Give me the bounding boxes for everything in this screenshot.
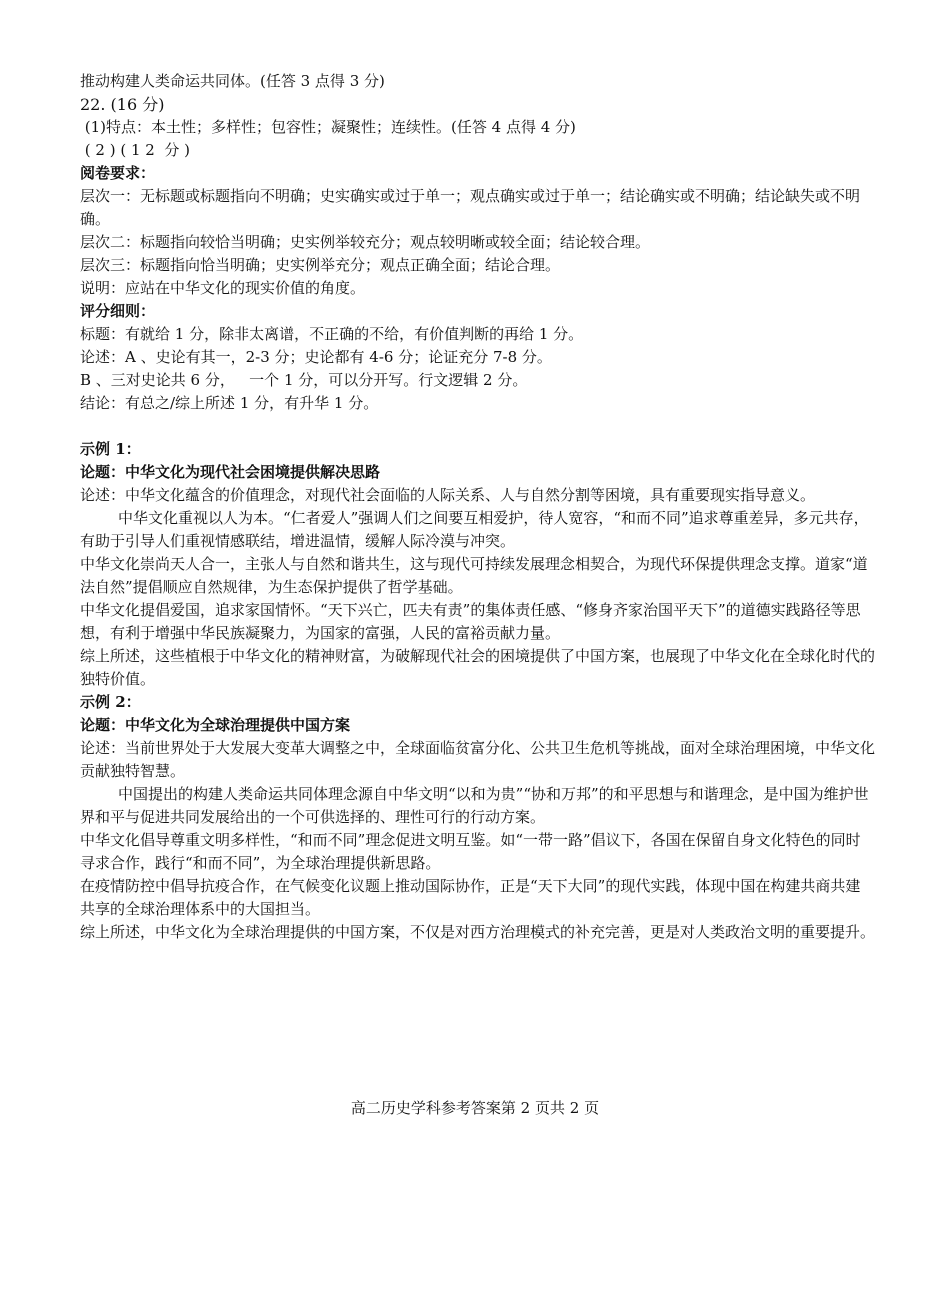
level-one: 层次一：无标题或标题指向不明确；史实确实或过于单一；观点确实或过于单一；结论确实或不明确；结论缺失或不明确。 [80, 187, 861, 228]
level-three: 层次三：标题指向恰当明确；史实例举充分；观点正确全面；结论合理。 [80, 256, 561, 274]
text-line: 推动构建人类命运共同体。(任答 3 点得 3 分) [80, 72, 385, 90]
example-paragraph: 中华文化提倡爱国，追求家国情怀。“天下兴亡，匹夫有责”的集体责任感、“修身齐家治国平天下”的道德实践路径等思想，有利于增强中华民族凝聚力，为国家的富强，人民的富裕贡献力量。 [80, 601, 861, 642]
rubric-conclusion: 结论：有总之/综上所述 1 分，有升华 1 分。 [80, 394, 379, 412]
example-paragraph: 论述：中华文化蕴含的价值理念，对现代社会面临的人际关系、人与自然分割等困境，具有重要现实指导意义。 [80, 486, 816, 504]
rubric-argument-b: B 、三对史论共 6 分， 一个 1 分，可以分开写。行文逻辑 2 分。 [80, 371, 528, 389]
section-heading: 阅卷要求： [80, 164, 156, 182]
level-two: 层次二：标题指向较恰当明确；史实例举较充分；观点较明晰或较全面；结论较合理。 [80, 233, 651, 251]
rubric-argument: 论述：A 、史论有其一，2-3 分；史论都有 4-6 分；论证充分 7-8 分。 [80, 348, 552, 366]
example-paragraph: 中国提出的构建人类命运共同体理念源自中华文明“以和为贵”“协和万邦”的和平思想与和谐理念，是中国为维护世界和平与促进共同发展给出的一个可供选择的、理性可行的行动方案。 [80, 785, 869, 826]
example-heading: 示例 1： [80, 440, 141, 458]
page-content [80, 70, 875, 944]
example-paragraph: 在疫情防控中倡导抗疫合作，在气候变化议题上推动国际协作，正是“天下大同”的现代实践，体现中国在构建共商共建共享的全球治理体系中的大国担当。 [80, 877, 861, 918]
example-thesis: 论题：中华文化为全球治理提供中国方案 [80, 716, 351, 734]
example-paragraph: 综上所述，中华文化为全球治理提供的中国方案，不仅是对西方治理模式的补充完善，更是对人类政治文明的重要提升。 [80, 923, 876, 941]
example-paragraph: 中华文化崇尚天人合一，主张人与自然和谐共生，这与现代可持续发展理念相契合，为现代环保提供理念支撑。道家“道法自然”提倡顺应自然规律，为生态保护提供了哲学基础。 [80, 555, 868, 596]
example-paragraph: 论述：当前世界处于大发展大变革大调整之中，全球面临贫富分化、公共卫生危机等挑战，面对全球治理困境，中华文化贡献独特智慧。 [80, 739, 876, 780]
example-thesis: 论题：中华文化为现代社会困境提供解决思路 [80, 463, 381, 481]
page-footer: 高二历史学科参考答案第 2 页共 2 页 [350, 1099, 600, 1117]
example-heading: 示例 2： [80, 693, 141, 711]
example-paragraph: 中华文化倡导尊重文明多样性，“和而不同”理念促进文明互鉴。如“一带一路”倡议下，各国在保留自身文化特色的同时寻求合作，践行“和而不同”，为全球治理提供新思路。 [80, 831, 861, 872]
section-heading: 评分细则： [80, 302, 156, 320]
note: 说明：应站在中华文化的现实价值的角度。 [80, 279, 366, 297]
example-paragraph: 综上所述，这些植根于中华文化的精神财富，为破解现代社会的困境提供了中国方案，也展现了中华文化在全球化时代的独特价值。 [80, 647, 876, 688]
example-paragraph: 中华文化重视以人为本。“仁者爱人”强调人们之间要互相爱护，待人宽容，“和而不同”追求尊重差异，多元共存，有助于引导人们重视情感联结，增进温情，缓解人际冷漠与冲突。 [80, 509, 869, 550]
answer-part-1: (1)特点：本土性；多样性；包容性；凝聚性；连续性。(任答 4 点得 4 分) [80, 118, 576, 136]
rubric-title: 标题：有就给 1 分，除非太离谱，不正确的不给，有价值判断的再给 1 分。 [80, 325, 584, 343]
question-number: 22. (16 分) [80, 95, 165, 114]
answer-part-2: ( 2 ) ( 1 2 分 ) [80, 141, 190, 159]
